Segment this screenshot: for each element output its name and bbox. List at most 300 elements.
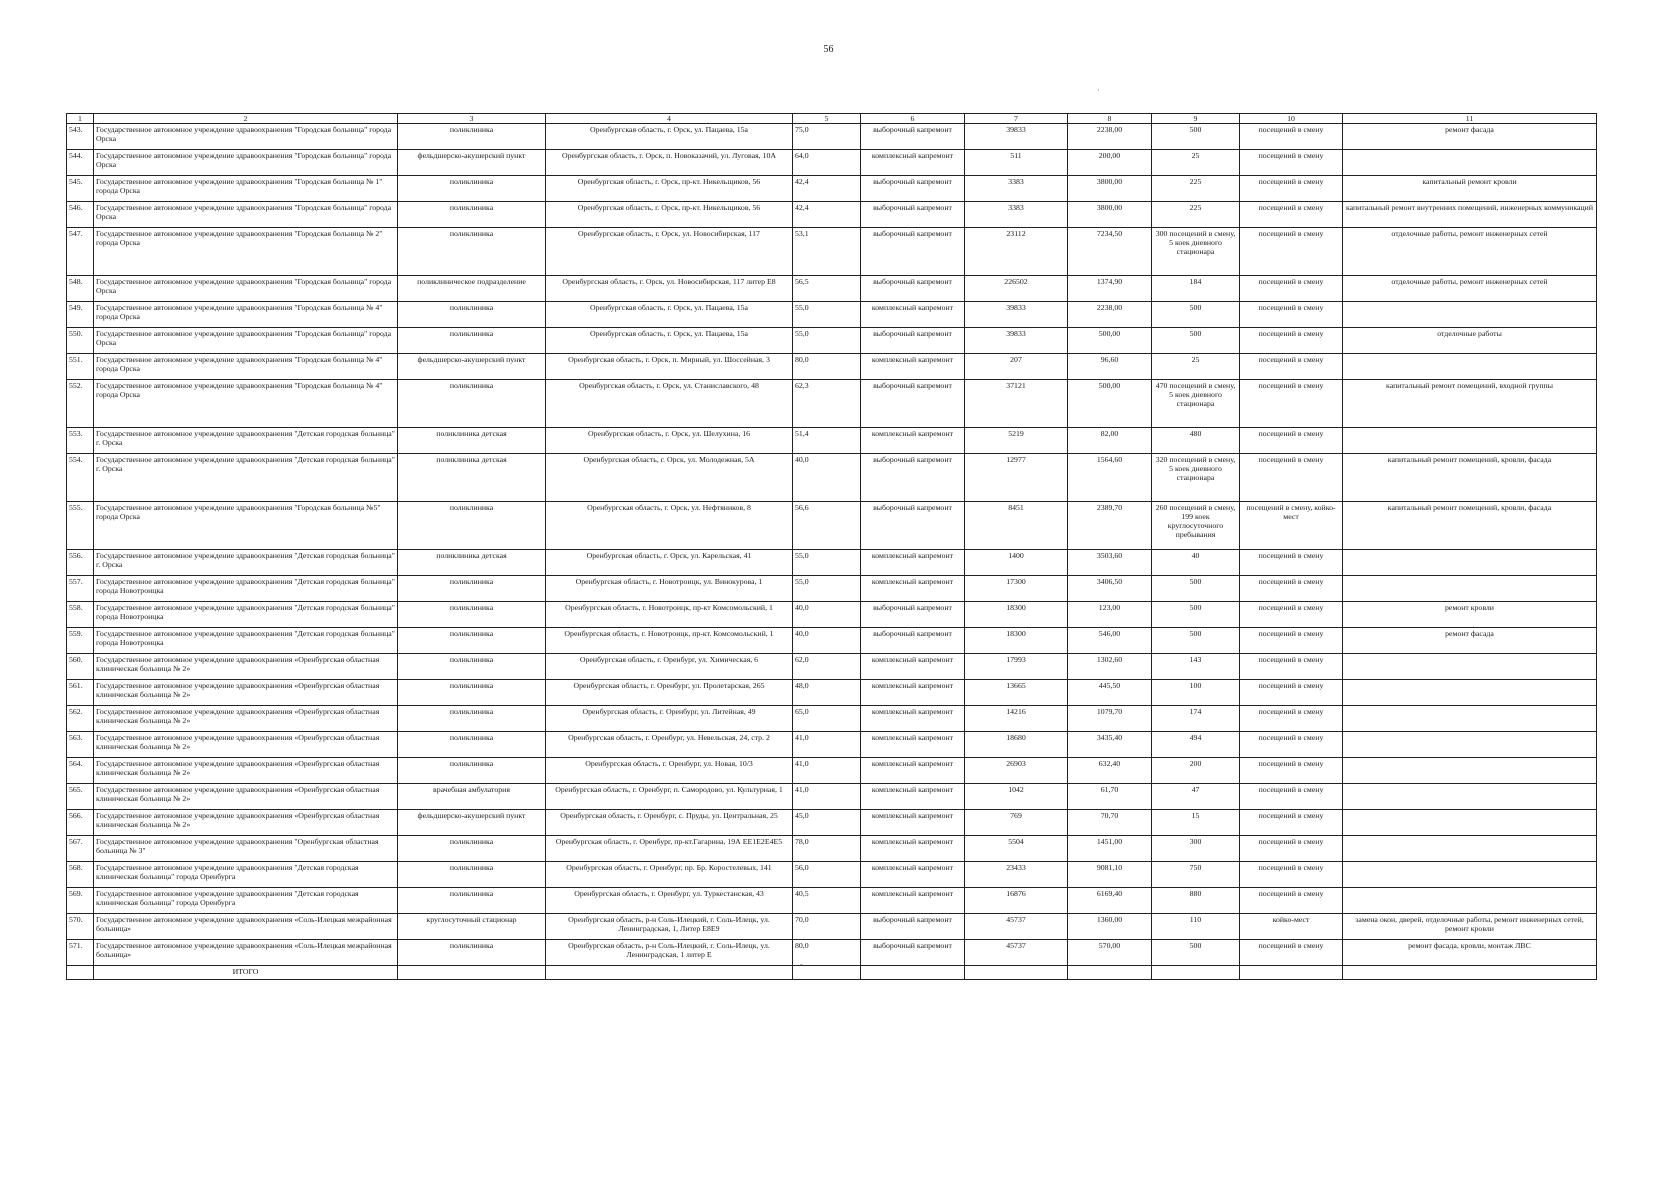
address-cell: Оренбургская область, г. Оренбург, ул. Невельская, 24, стр. 2 (546, 732, 793, 758)
row-number: 555. (67, 502, 94, 550)
capacity-unit-cell: посещений в смену (1240, 732, 1343, 758)
cost-cell: 82,00 (1068, 428, 1152, 454)
area-cell: 1042 (965, 784, 1068, 810)
works-cell: замена окон, дверей, отделочные работы, ремонт инженерных сетей, ремонт кровли (1343, 914, 1597, 940)
header-row (67, 114, 1597, 124)
facility-type-cell: поликлиника (398, 888, 546, 914)
works-cell: отделочные работы, ремонт инженерных сетей (1343, 228, 1597, 276)
row-number: 567. (67, 836, 94, 862)
wear-percent-cell: 48,0 (793, 680, 861, 706)
organization-cell: Государственное автономное учреждение здравоохранения "Городская больница" города Орска (94, 276, 398, 302)
area-cell: 12977 (965, 454, 1068, 502)
capacity-unit-cell: посещений в смену (1240, 124, 1343, 150)
table-row (67, 914, 1597, 940)
capacity-cell: 750 (1152, 862, 1240, 888)
organization-cell: Государственное автономное учреждение здравоохранения «Соль-Илецкая межрайонная больница» (94, 940, 398, 966)
repair-register-table (66, 113, 1597, 980)
area-cell: 5219 (965, 428, 1068, 454)
table-row (67, 228, 1597, 276)
wear-percent-cell: 42,4 (793, 176, 861, 202)
facility-type-cell: поликлиника детская (398, 550, 546, 576)
capacity-unit-cell: посещений в смену (1240, 428, 1343, 454)
works-cell (1343, 576, 1597, 602)
table-row (67, 784, 1597, 810)
capacity-unit-cell: посещений в смену (1240, 328, 1343, 354)
area-cell: 1400 (965, 550, 1068, 576)
wear-percent-cell: 62,0 (793, 654, 861, 680)
area-cell: 13665 (965, 680, 1068, 706)
facility-type-cell: поликлиника (398, 758, 546, 784)
area-cell: 17993 (965, 654, 1068, 680)
area-cell: 16876 (965, 888, 1068, 914)
table-row (67, 680, 1597, 706)
cost-cell: 3800,00 (1068, 176, 1152, 202)
cost-cell: 200,00 (1068, 150, 1152, 176)
cost-cell: 2238,00 (1068, 302, 1152, 328)
table-row (67, 940, 1597, 966)
capacity-cell: 47 (1152, 784, 1240, 810)
capacity-cell: 260 посещений в смену, 199 коек круглосуточного пребывания (1152, 502, 1240, 550)
facility-type-cell: поликлиника (398, 680, 546, 706)
wear-percent-cell: 40,0 (793, 454, 861, 502)
address-cell: Оренбургская область, г. Новотроицк, пр-кт Комсомольский, 1 (546, 602, 793, 628)
capacity-unit-cell: посещений в смену (1240, 354, 1343, 380)
organization-cell: Государственное автономное учреждение здравоохранения "Городская больница № 4" города Орска (94, 354, 398, 380)
address-cell: Оренбургская область, р-н Соль-Илецкий, г. Соль-Илецк, ул. Ленинградская, 1, Литер Е8Е9 (546, 914, 793, 940)
facility-type-cell: поликлиническое подразделение (398, 276, 546, 302)
area-cell: 39833 (965, 328, 1068, 354)
repair-type-cell: комплексный капремонт (861, 862, 965, 888)
organization-cell: Государственное автономное учреждение здравоохранения "Детская городская больница" г. Орска (94, 454, 398, 502)
capacity-cell: 15 (1152, 810, 1240, 836)
col-header: 4 (546, 114, 793, 124)
area-cell: 226502 (965, 276, 1068, 302)
facility-type-cell: поликлиника (398, 732, 546, 758)
organization-cell: Государственное автономное учреждение здравоохранения "Городская больница № 1" города Орска (94, 176, 398, 202)
wear-percent-cell: 56,0 (793, 862, 861, 888)
capacity-unit-cell: посещений в смену (1240, 628, 1343, 654)
cost-cell: 1374,90 (1068, 276, 1152, 302)
table-row (67, 862, 1597, 888)
address-cell: Оренбургская область, г. Оренбург, ул. Пролетарская, 265 (546, 680, 793, 706)
total-empty-cell (861, 966, 965, 980)
repair-type-cell: комплексный капремонт (861, 302, 965, 328)
table-row (67, 380, 1597, 428)
area-cell: 37121 (965, 380, 1068, 428)
address-cell: Оренбургская область, г. Орск, ул. Шелухина, 16 (546, 428, 793, 454)
row-number: 553. (67, 428, 94, 454)
works-cell (1343, 680, 1597, 706)
scan-speck: - (800, 960, 803, 969)
wear-percent-cell: 56,6 (793, 502, 861, 550)
repair-type-cell: комплексный капремонт (861, 810, 965, 836)
table-row (67, 758, 1597, 784)
row-number: 544. (67, 150, 94, 176)
capacity-unit-cell: посещений в смену (1240, 758, 1343, 784)
capacity-cell: 174 (1152, 706, 1240, 732)
table-row (67, 602, 1597, 628)
cost-cell: 1302,60 (1068, 654, 1152, 680)
cost-cell: 1360,00 (1068, 914, 1152, 940)
total-empty-cell (398, 966, 546, 980)
capacity-cell: 184 (1152, 276, 1240, 302)
capacity-cell: 143 (1152, 654, 1240, 680)
wear-percent-cell: 62,3 (793, 380, 861, 428)
capacity-unit-cell: посещений в смену (1240, 454, 1343, 502)
total-empty-cell (1240, 966, 1343, 980)
address-cell: Оренбургская область, г. Оренбург, с. Пруды, ул. Центральная, 25 (546, 810, 793, 836)
cost-cell: 546,00 (1068, 628, 1152, 654)
wear-percent-cell: 56,5 (793, 276, 861, 302)
total-row (67, 966, 1597, 980)
capacity-cell: 225 (1152, 202, 1240, 228)
wear-percent-cell: 65,0 (793, 706, 861, 732)
cost-cell: 1564,60 (1068, 454, 1152, 502)
repair-type-cell: комплексный капремонт (861, 354, 965, 380)
organization-cell: Государственное автономное учреждение здравоохранения "Городская больница" города Орска (94, 328, 398, 354)
address-cell: Оренбургская область, г. Орск, п. Мирный, ул. Шоссейная, 3 (546, 354, 793, 380)
row-number: 547. (67, 228, 94, 276)
total-empty-cell (546, 966, 793, 980)
capacity-cell: 500 (1152, 328, 1240, 354)
area-cell: 18300 (965, 602, 1068, 628)
repair-type-cell: выборочный капремонт (861, 502, 965, 550)
capacity-unit-cell: посещений в смену (1240, 228, 1343, 276)
repair-type-cell: выборочный капремонт (861, 914, 965, 940)
cost-cell: 2389,70 (1068, 502, 1152, 550)
address-cell: Оренбургская область, г. Оренбург, ул. Новая, 10/3 (546, 758, 793, 784)
cost-cell: 445,50 (1068, 680, 1152, 706)
col-header: 5 (793, 114, 861, 124)
address-cell: Оренбургская область, г. Орск, ул. Пацаева, 15а (546, 302, 793, 328)
facility-type-cell: поликлиника (398, 654, 546, 680)
organization-cell: Государственное автономное учреждение здравоохранения "Оренбургская областная больница № 3" (94, 836, 398, 862)
wear-percent-cell: 55,0 (793, 550, 861, 576)
capacity-cell: 500 (1152, 124, 1240, 150)
facility-type-cell: поликлиника (398, 202, 546, 228)
cost-cell: 3406,50 (1068, 576, 1152, 602)
works-cell (1343, 784, 1597, 810)
table-row (67, 836, 1597, 862)
address-cell: Оренбургская область, г. Орск, пр-кт. Никельщиков, 56 (546, 176, 793, 202)
cost-cell: 3435,40 (1068, 732, 1152, 758)
repair-type-cell: выборочный капремонт (861, 940, 965, 966)
capacity-cell: 494 (1152, 732, 1240, 758)
area-cell: 23433 (965, 862, 1068, 888)
repair-type-cell: комплексный капремонт (861, 576, 965, 602)
table-row (67, 202, 1597, 228)
organization-cell: Государственное автономное учреждение здравоохранения «Оренбургская областная клиническая больница № 2» (94, 706, 398, 732)
cost-cell: 632,40 (1068, 758, 1152, 784)
organization-cell: Государственное автономное учреждение здравоохранения "Городская больница" города Орска (94, 202, 398, 228)
area-cell: 8451 (965, 502, 1068, 550)
repair-type-cell: выборочный капремонт (861, 380, 965, 428)
table-row (67, 454, 1597, 502)
works-cell (1343, 302, 1597, 328)
area-cell: 5504 (965, 836, 1068, 862)
capacity-unit-cell: посещений в смену (1240, 940, 1343, 966)
facility-type-cell: поликлиника детская (398, 454, 546, 502)
area-cell: 39833 (965, 302, 1068, 328)
cost-cell: 2238,00 (1068, 124, 1152, 150)
col-header: 7 (965, 114, 1068, 124)
wear-percent-cell: 80,0 (793, 940, 861, 966)
table-row (67, 628, 1597, 654)
capacity-unit-cell: посещений в смену (1240, 784, 1343, 810)
row-number: 566. (67, 810, 94, 836)
works-cell (1343, 150, 1597, 176)
row-number: 546. (67, 202, 94, 228)
facility-type-cell: поликлиника (398, 836, 546, 862)
organization-cell: Государственное автономное учреждение здравоохранения "Детская городская клиническая больница" города Оренбурга (94, 888, 398, 914)
wear-percent-cell: 75,0 (793, 124, 861, 150)
wear-percent-cell: 41,0 (793, 758, 861, 784)
organization-cell: Государственное автономное учреждение здравоохранения "Детская городская больница" города Новотроицка (94, 602, 398, 628)
works-cell: отделочные работы, ремонт инженерных сетей (1343, 276, 1597, 302)
address-cell: Оренбургская область, г. Оренбург, п. Самородово, ул. Культурная, 1 (546, 784, 793, 810)
works-cell (1343, 706, 1597, 732)
address-cell: Оренбургская область, г. Орск, ул. Карельская, 41 (546, 550, 793, 576)
repair-type-cell: комплексный капремонт (861, 836, 965, 862)
repair-type-cell: комплексный капремонт (861, 550, 965, 576)
page-number: 56 (823, 44, 834, 55)
wear-percent-cell: 53,1 (793, 228, 861, 276)
area-cell: 207 (965, 354, 1068, 380)
capacity-cell: 25 (1152, 150, 1240, 176)
row-number: 571. (67, 940, 94, 966)
facility-type-cell: поликлиника (398, 576, 546, 602)
capacity-cell: 500 (1152, 576, 1240, 602)
capacity-unit-cell: посещений в смену (1240, 276, 1343, 302)
organization-cell: Государственное автономное учреждение здравоохранения "Городская больница № 2" города Орска (94, 228, 398, 276)
capacity-unit-cell: посещений в смену (1240, 380, 1343, 428)
col-header: 8 (1068, 114, 1152, 124)
facility-type-cell: поликлиника (398, 176, 546, 202)
wear-percent-cell: 42,4 (793, 202, 861, 228)
total-label: ИТОГО (94, 966, 398, 980)
organization-cell: Государственное автономное учреждение здравоохранения «Соль-Илецкая межрайонная больница» (94, 914, 398, 940)
capacity-cell: 480 (1152, 428, 1240, 454)
facility-type-cell: поликлиника (398, 502, 546, 550)
table-row (67, 124, 1597, 150)
facility-type-cell: врачебная амбулатория (398, 784, 546, 810)
repair-type-cell: комплексный капремонт (861, 784, 965, 810)
address-cell: Оренбургская область, г. Оренбург, ул. Химическая, 6 (546, 654, 793, 680)
organization-cell: Государственное автономное учреждение здравоохранения "Городская больница №5" города Орска (94, 502, 398, 550)
area-cell: 769 (965, 810, 1068, 836)
facility-type-cell: поликлиника (398, 380, 546, 428)
works-cell: ремонт кровли (1343, 602, 1597, 628)
capacity-unit-cell: посещений в смену (1240, 202, 1343, 228)
facility-type-cell: поликлиника (398, 628, 546, 654)
address-cell: Оренбургская область, г. Орск, ул. Станиславского, 48 (546, 380, 793, 428)
works-cell: ремонт фасада (1343, 628, 1597, 654)
table-row (67, 706, 1597, 732)
table-row (67, 888, 1597, 914)
cost-cell: 500,00 (1068, 328, 1152, 354)
address-cell: Оренбургская область, г. Новотроицк, пр-кт. Комсомольский, 1 (546, 628, 793, 654)
address-cell: Оренбургская область, г. Орск, п. Новоказачий, ул. Луговая, 10А (546, 150, 793, 176)
col-header: 1 (67, 114, 94, 124)
capacity-unit-cell: посещений в смену (1240, 150, 1343, 176)
row-number: 545. (67, 176, 94, 202)
repair-type-cell: выборочный капремонт (861, 454, 965, 502)
capacity-unit-cell: посещений в смену (1240, 810, 1343, 836)
table-row (67, 328, 1597, 354)
facility-type-cell: поликлиника (398, 124, 546, 150)
cost-cell: 96,60 (1068, 354, 1152, 380)
organization-cell: Государственное автономное учреждение здравоохранения "Детская городская больница" г. Орска (94, 550, 398, 576)
table-row (67, 810, 1597, 836)
repair-type-cell: выборочный капремонт (861, 328, 965, 354)
row-number: 569. (67, 888, 94, 914)
repair-type-cell: выборочный капремонт (861, 228, 965, 276)
cost-cell: 61,70 (1068, 784, 1152, 810)
organization-cell: Государственное автономное учреждение здравоохранения "Городская больница № 4" города Орска (94, 380, 398, 428)
table-row (67, 302, 1597, 328)
table-row (67, 502, 1597, 550)
capacity-cell: 225 (1152, 176, 1240, 202)
capacity-unit-cell: посещений в смену (1240, 706, 1343, 732)
total-empty-cell (1152, 966, 1240, 980)
address-cell: Оренбургская область, г. Орск, пр-кт. Никельщиков, 56 (546, 202, 793, 228)
capacity-cell: 200 (1152, 758, 1240, 784)
address-cell: Оренбургская область, г. Оренбург, ул. Туркестанская, 43 (546, 888, 793, 914)
capacity-unit-cell: посещений в смену (1240, 888, 1343, 914)
organization-cell: Государственное автономное учреждение здравоохранения "Детская городская клиническая больница" города Оренбурга (94, 862, 398, 888)
table-row (67, 550, 1597, 576)
facility-type-cell: поликлиника (398, 302, 546, 328)
facility-type-cell: поликлиника (398, 862, 546, 888)
repair-type-cell: выборочный капремонт (861, 276, 965, 302)
repair-type-cell: комплексный капремонт (861, 428, 965, 454)
area-cell: 18300 (965, 628, 1068, 654)
capacity-unit-cell: койко-мест (1240, 914, 1343, 940)
row-number: 564. (67, 758, 94, 784)
wear-percent-cell: 80,0 (793, 354, 861, 380)
wear-percent-cell: 40,5 (793, 888, 861, 914)
facility-type-cell: поликлиника (398, 706, 546, 732)
works-cell: капитальный ремонт внутренних помещений, инженерных коммуникаций (1343, 202, 1597, 228)
address-cell: Оренбургская область, г. Новотроицк, ул. Винокурова, 1 (546, 576, 793, 602)
table-row (67, 354, 1597, 380)
capacity-cell: 300 посещений в смену, 5 коек дневного стационара (1152, 228, 1240, 276)
wear-percent-cell: 51,4 (793, 428, 861, 454)
address-cell: Оренбургская область, р-н Соль-Илецкий, г. Соль-Илецк, ул. Ленинградская, 1 литер Е (546, 940, 793, 966)
repair-type-cell: выборочный капремонт (861, 628, 965, 654)
capacity-unit-cell: посещений в смену (1240, 654, 1343, 680)
capacity-cell: 500 (1152, 940, 1240, 966)
facility-type-cell: фельдшерско-акушерский пункт (398, 810, 546, 836)
area-cell: 3383 (965, 202, 1068, 228)
col-header: 9 (1152, 114, 1240, 124)
row-number: 548. (67, 276, 94, 302)
capacity-unit-cell: посещений в смену (1240, 836, 1343, 862)
area-cell: 45737 (965, 940, 1068, 966)
works-cell (1343, 550, 1597, 576)
organization-cell: Государственное автономное учреждение здравоохранения «Оренбургская областная клиническая больница № 2» (94, 758, 398, 784)
row-number: 549. (67, 302, 94, 328)
cost-cell: 9081,10 (1068, 862, 1152, 888)
works-cell (1343, 654, 1597, 680)
area-cell: 45737 (965, 914, 1068, 940)
address-cell: Оренбургская область, г. Орск, ул. Пацаева, 15а (546, 124, 793, 150)
capacity-cell: 320 посещений в смену, 5 коек дневного стационара (1152, 454, 1240, 502)
organization-cell: Государственное автономное учреждение здравоохранения "Детская городская больница" города Новотроицка (94, 576, 398, 602)
total-empty-cell (1343, 966, 1597, 980)
facility-type-cell: круглосуточный стационар (398, 914, 546, 940)
area-cell: 39833 (965, 124, 1068, 150)
repair-type-cell: комплексный капремонт (861, 758, 965, 784)
address-cell: Оренбургская область, г. Орск, ул. Пацаева, 15а (546, 328, 793, 354)
row-number: 551. (67, 354, 94, 380)
wear-percent-cell: 55,0 (793, 328, 861, 354)
area-cell: 14216 (965, 706, 1068, 732)
table-row (67, 276, 1597, 302)
wear-percent-cell: 45,0 (793, 810, 861, 836)
table-row (67, 150, 1597, 176)
capacity-cell: 40 (1152, 550, 1240, 576)
repair-type-cell: комплексный капремонт (861, 680, 965, 706)
capacity-cell: 300 (1152, 836, 1240, 862)
works-cell: капитальный ремонт помещений, кровли, фасада (1343, 502, 1597, 550)
capacity-cell: 880 (1152, 888, 1240, 914)
row-number: 558. (67, 602, 94, 628)
repair-type-cell: комплексный капремонт (861, 150, 965, 176)
facility-type-cell: поликлиника (398, 602, 546, 628)
total-empty-cell (1068, 966, 1152, 980)
facility-type-cell: фельдшерско-акушерский пункт (398, 150, 546, 176)
wear-percent-cell: 41,0 (793, 732, 861, 758)
repair-type-cell: комплексный капремонт (861, 732, 965, 758)
address-cell: Оренбургская область, г. Орск, ул. Молодежная, 5А (546, 454, 793, 502)
facility-type-cell: поликлиника (398, 328, 546, 354)
address-cell: Оренбургская область, г. Орск, ул. Новосибирская, 117 литер Е8 (546, 276, 793, 302)
table-row (67, 654, 1597, 680)
scan-speck: · (1097, 86, 1100, 95)
row-number: 552. (67, 380, 94, 428)
area-cell: 26903 (965, 758, 1068, 784)
cost-cell: 6169,40 (1068, 888, 1152, 914)
works-cell (1343, 354, 1597, 380)
works-cell (1343, 810, 1597, 836)
area-cell: 511 (965, 150, 1068, 176)
row-number: 560. (67, 654, 94, 680)
col-header: 10 (1240, 114, 1343, 124)
capacity-unit-cell: посещений в смену (1240, 302, 1343, 328)
organization-cell: Государственное автономное учреждение здравоохранения "Детская городская больница" города Новотроицка (94, 628, 398, 654)
organization-cell: Государственное автономное учреждение здравоохранения "Городская больница" города Орска (94, 150, 398, 176)
repair-type-cell: выборочный капремонт (861, 202, 965, 228)
capacity-cell: 500 (1152, 628, 1240, 654)
repair-type-cell: выборочный капремонт (861, 176, 965, 202)
facility-type-cell: поликлиника (398, 228, 546, 276)
repair-type-cell: выборочный капремонт (861, 124, 965, 150)
col-header: 3 (398, 114, 546, 124)
works-cell (1343, 758, 1597, 784)
row-number: 562. (67, 706, 94, 732)
col-header: 2 (94, 114, 398, 124)
row-number: 559. (67, 628, 94, 654)
works-cell (1343, 836, 1597, 862)
row-number: 565. (67, 784, 94, 810)
organization-cell: Государственное автономное учреждение здравоохранения "Детская городская больница" г. Орска (94, 428, 398, 454)
cost-cell: 570,00 (1068, 940, 1152, 966)
wear-percent-cell: 40,0 (793, 602, 861, 628)
area-cell: 23112 (965, 228, 1068, 276)
wear-percent-cell: 55,0 (793, 302, 861, 328)
address-cell: Оренбургская область, г. Оренбург, пр. Бр. Коростелевых, 141 (546, 862, 793, 888)
